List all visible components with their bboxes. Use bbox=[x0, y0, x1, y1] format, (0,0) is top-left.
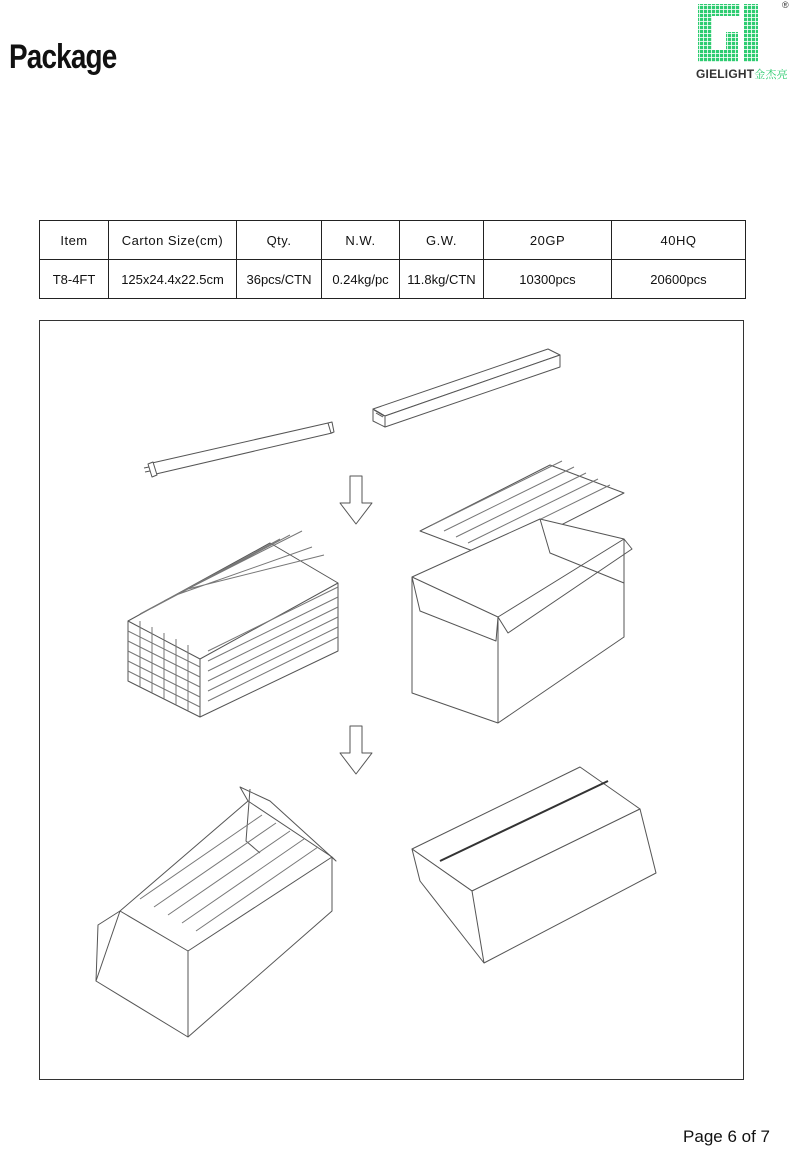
table-cell: 0.24kg/pc bbox=[322, 260, 400, 299]
down-arrow-icon bbox=[340, 476, 372, 524]
table-header-cell: Carton Size(cm) bbox=[109, 221, 237, 260]
table-header-cell: Item bbox=[40, 221, 109, 260]
registered-mark: ® bbox=[782, 0, 789, 10]
table-cell: 125x24.4x22.5cm bbox=[109, 260, 237, 299]
table-cell: 20600pcs bbox=[612, 260, 746, 299]
table-cell: T8-4FT bbox=[40, 260, 109, 299]
packaging-illustration bbox=[39, 320, 744, 1080]
table-header-cell: G.W. bbox=[400, 221, 484, 260]
package-spec-table bbox=[39, 220, 746, 299]
led-tube-drawing bbox=[144, 422, 334, 477]
logo-brand-text: GIELIGHT bbox=[696, 67, 755, 81]
table-cell: 36pcs/CTN bbox=[237, 260, 322, 299]
single-box-drawing bbox=[373, 349, 560, 427]
page-number: Page 6 of 7 bbox=[683, 1127, 770, 1146]
table-row bbox=[40, 260, 746, 299]
table-header-cell: 20GP bbox=[484, 221, 612, 260]
table-cell: 11.8kg/CTN bbox=[400, 260, 484, 299]
table-header-cell: 40HQ bbox=[612, 221, 746, 260]
page-title: Package bbox=[9, 38, 117, 76]
table-header-cell: N.W. bbox=[322, 221, 400, 260]
sealed-carton-drawing bbox=[412, 767, 656, 963]
table-cell: 10300pcs bbox=[484, 260, 612, 299]
open-carton-drawing bbox=[412, 461, 632, 723]
down-arrow-icon bbox=[340, 726, 372, 774]
logo-brand-cn-text: 金杰亮 bbox=[754, 69, 788, 81]
table-header-cell: Qty. bbox=[237, 221, 322, 260]
packed-carton-drawing bbox=[96, 787, 336, 1037]
logo-mark-icon bbox=[696, 2, 760, 64]
table-header-row bbox=[40, 221, 746, 260]
gielight-logo bbox=[694, 2, 794, 84]
stacked-boxes-drawing bbox=[128, 531, 338, 717]
